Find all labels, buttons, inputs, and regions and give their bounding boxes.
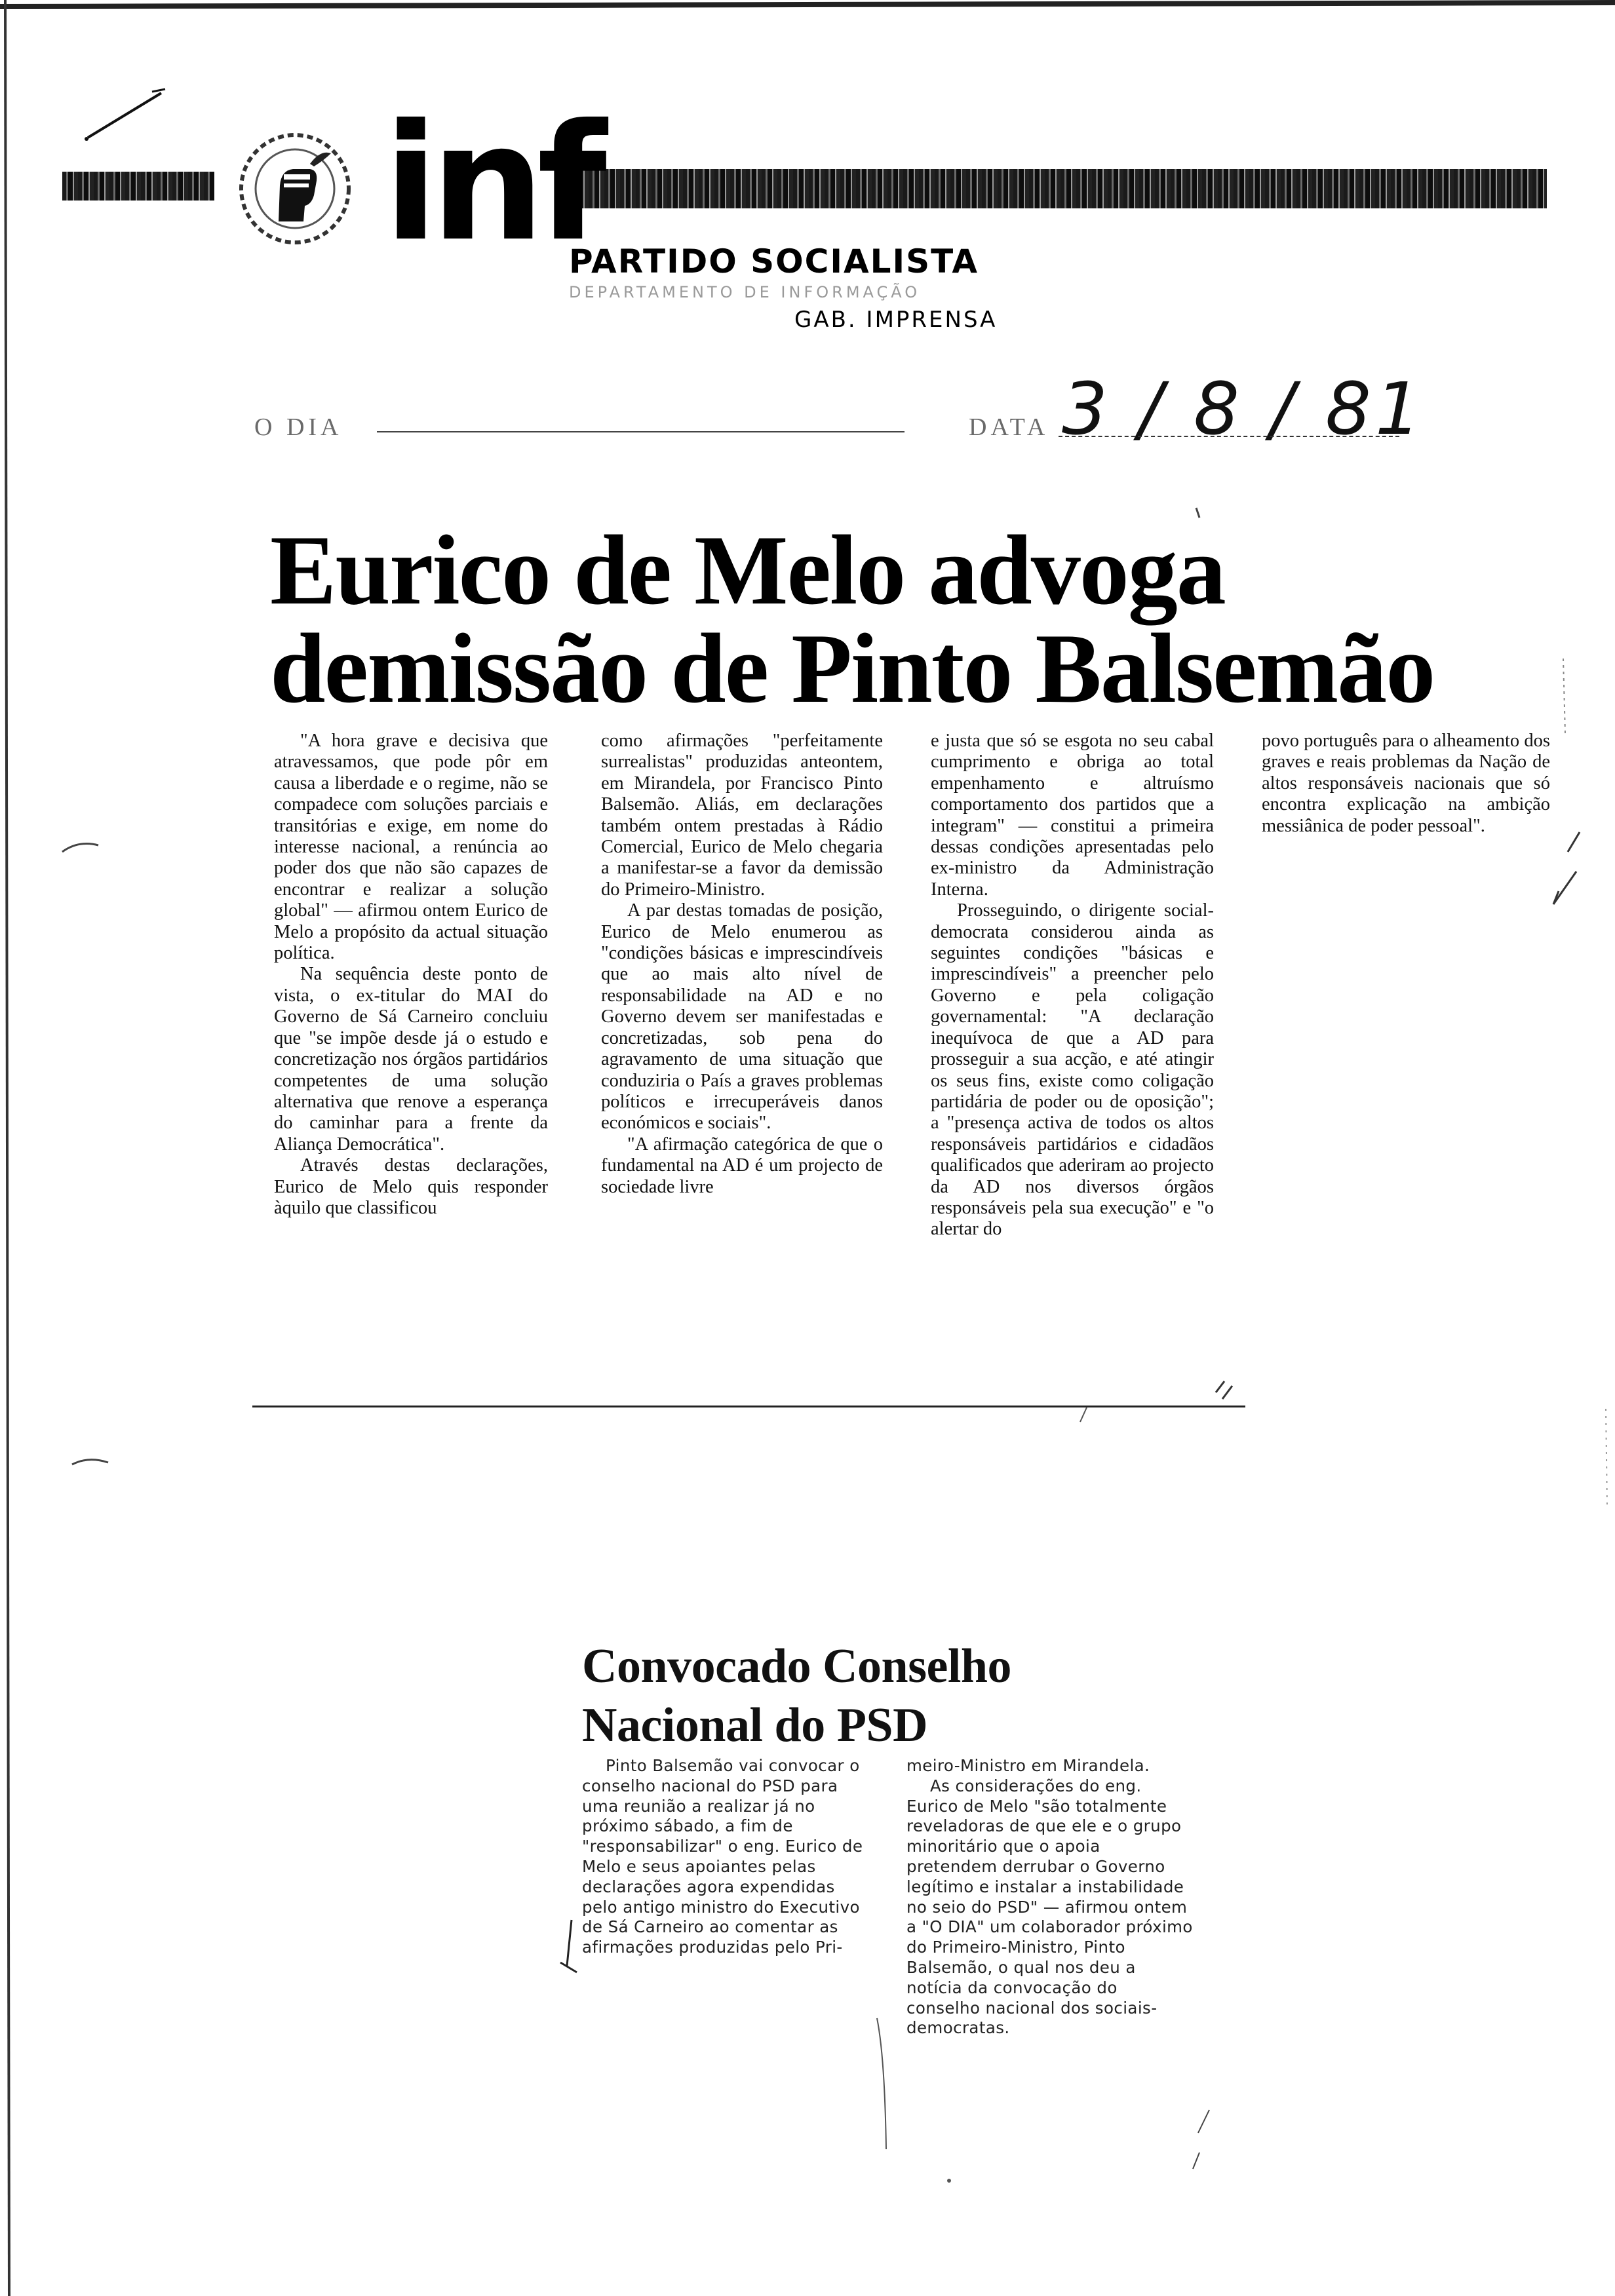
date-label: DATA	[969, 413, 1049, 441]
article1-paragraph: "A afirmação categórica de que o fundamental na AD é um projecto de sociedade livre	[601, 1134, 883, 1197]
handwritten-date: 3 / 8 / 81	[1062, 367, 1425, 451]
article2-headline-line2: Nacional do PSD	[582, 1698, 928, 1752]
article1-paragraph: Prosseguindo, o dirigente social-democrata considerou ainda as seguintes condições "básicas e imprescindíveis" a preencher pelo Governo e pela coligação governamental: "A declaração inequívoca de que a AD para prosseguir a sua acção, e até atingir os seus fins, existe como coligação partidária de poder ou de oposição"; a "presença activa de todos os altos responsáveis partidários e cidadãos qualificados que aderiram ao projecto da AD nos diversos órgãos responsáveis pela sua execução" e "o alertar do	[931, 900, 1214, 1240]
article1-paragraph: povo português para o alheamento dos graves e reais problemas da Nação de altos responsáveis nacionais que só encontra explicação na ambição messiânica de poder pessoal".	[1262, 731, 1550, 836]
article2-headline-line1: Convocado Conselho	[582, 1639, 1012, 1693]
article1-paragraph: e justa que só se esgota no seu cabal cumprimento e obriga ao total empenhamento e altruísmo comportamento dos partidos que a integram" — constitui a primeira dessas condições apresentadas pelo ex-ministro da Administração Interna.	[931, 731, 1214, 900]
article1-headline-line1: Eurico de Melo advoga	[270, 515, 1225, 625]
article2-paragraph: meiro-Ministro em Mirandela.	[906, 1756, 1150, 1775]
article1-paragraph: Através destas declarações, Eurico de Melo quis responder àquilo que classificou	[274, 1155, 548, 1218]
article1-paragraph: como afirmações "perfeitamente surrealistas" produzidas anteontem, em Mirandela, por Francisco Pinto Balsemão. Aliás, em declarações também ontem prestadas à Rádio Comercial, Eurico de Melo chegaria a manifestar-se a favor da demissão do Primeiro-Ministro.	[601, 731, 883, 900]
article1-paragraph: Na sequência deste ponto de vista, o ex-titular do MAI do Governo de Sá Carneiro concluiu que "se impõe desde já o estudo e concretização nos órgãos partidários competentes de uma solução alternativa que renove a esperança do caminhar para a frente da Aliança Democrática".	[274, 964, 548, 1155]
department-line: DEPARTAMENTO DE INFORMAÇÃO	[569, 283, 921, 301]
party-name: PARTIDO SOCIALISTA	[569, 242, 979, 280]
logo-wordmark: inf	[383, 90, 599, 277]
newspaper-label: O DIA	[254, 413, 343, 441]
article2-paragraph: As considerações do eng. Eurico de Melo "são totalmente reveladoras de que ele e o grupo minoritário que o apoia pretendem derrubar o Governo legítimo e instalar a instabilidade no seio do PSD" — afirmou ontem a "O DIA" um colaborador próximo do Primeiro-Ministro, Pinto Balsemão, o qual nos deu a notícia da convocação do conselho nacional dos sociais-democratas.	[906, 1776, 1193, 2038]
article1-paragraph: A par destas tomadas de posição, Eurico de Melo enumerou as "condições básicas e imprescindíveis que ao mais alto nível de responsabilidade na AD e no Governo devem ser manifestadas e concretizadas, sob pena do agravamento de uma situação que conduziria o País a graves problemas políticos e irrecuperáveis danos económicos e sociais".	[601, 900, 883, 1134]
office-name: GAB. IMPRENSA	[794, 307, 998, 333]
article2-paragraph: Pinto Balsemão vai convocar o conselho nacional do PSD para uma reunião a realizar já no próximo sábado, a fim de "responsabilizar" o eng. Eurico de Melo e seus apoiantes pelas declarações agora expendidas pelo antigo ministro do Executivo de Sá Carneiro ao comentar as afirmações produzidas pelo Pri-	[582, 1756, 863, 1957]
article1-paragraph: "A hora grave e decisiva que atravessamos, que pode pôr em causa a liberdade e o regime, não se compadece com soluções parciais e transitórias e exige, em nome do interesse nacional, a renúncia ao poder dos que não são capazes de encontrar e realizar a solução global" — afirmou ontem Eurico de Melo a propósito da actual situação política.	[274, 731, 548, 964]
article1-headline-line2: demissão de Pinto Balsemão	[270, 613, 1435, 723]
